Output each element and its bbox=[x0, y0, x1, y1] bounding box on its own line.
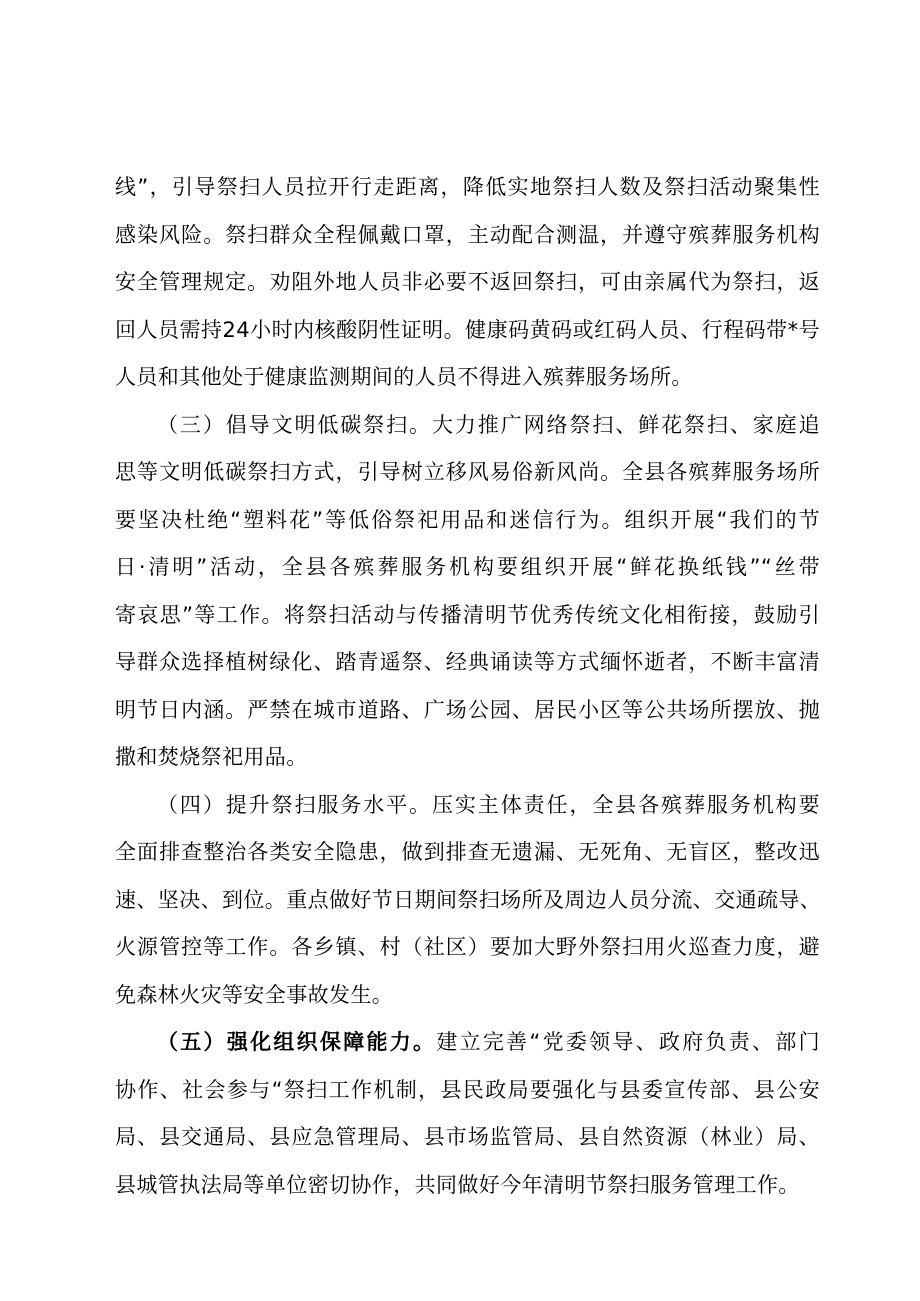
p2-line-4: 日·清明”活动，全县各殡葬服务机构要组织开展“鲜花换纸钱”“丝带 bbox=[115, 555, 820, 579]
p2-line-2: 思等文明低碳祭扫方式，引导树立移风易俗新风尚。全县各殡葬服务场所 bbox=[115, 460, 820, 484]
p4-heading: （五）强化组织保障能力。 bbox=[157, 1030, 437, 1054]
p1-line-2: 感染风险。祭扫群众全程佩戴口罩，主动配合测温，并遵守殡葬服务机构 bbox=[115, 223, 820, 247]
p1-line-4: 回人员需持24小时内核酸阴性证明。健康码黄码或红码人员、行程码带*号 bbox=[115, 318, 820, 342]
p2-line-1: （三）倡导文明低碳祭扫。大力推广网络祭扫、鲜花祭扫、家庭追 bbox=[157, 413, 820, 437]
p3-line-4: 火源管控等工作。各乡镇、村（社区）要加大野外祭扫用火巡查力度，避 bbox=[115, 935, 820, 959]
p2-line-7: 明节日内涵。严禁在城市道路、广场公园、居民小区等公共场所摆放、抛 bbox=[115, 698, 820, 722]
p3-line-5: 免森林火灾等安全事故发生。 bbox=[115, 983, 394, 1007]
p3-line-3: 速、坚决、到位。重点做好节日期间祭扫场所及周边人员分流、交通疏导、 bbox=[115, 888, 822, 912]
p1-line-3: 安全管理规定。劝阻外地人员非必要不返回祭扫，可由亲属代为祭扫，返 bbox=[115, 270, 820, 294]
p4-line-4: 县城管执法局等单位密切协作，共同做好今年清明节祭扫服务管理工作。 bbox=[115, 1173, 800, 1197]
p3-line-1: （四）提升祭扫服务水平。压实主体责任，全县各殡葬服务机构要 bbox=[157, 793, 820, 817]
p1-line-5: 人员和其他处于健康监测期间的人员不得进入殡葬服务场所。 bbox=[115, 365, 693, 389]
p2-line-8: 撒和焚烧祭祀用品。 bbox=[115, 745, 308, 769]
p1-line-1: 线”，引导祭扫人员拉开行走距离，降低实地祭扫人数及祭扫活动聚集性 bbox=[115, 175, 820, 199]
p4-line-1 bbox=[157, 1022, 820, 1062]
p4-line-3: 局、县交通局、县应急管理局、县市场监管局、县自然资源（林业）局、 bbox=[115, 1125, 820, 1149]
p2-line-3: 要坚决杜绝“塑料花”等低俗祭祀用品和迷信行为。组织开展“我们的节 bbox=[115, 508, 820, 532]
p2-line-6: 导群众选择植树绿化、踏青遥祭、经典诵读等方式缅怀逝者，不断丰富清 bbox=[115, 650, 820, 674]
p3-line-2: 全面排查整治各类安全隐患，做到排查无遗漏、无死角、无盲区，整改迅 bbox=[115, 840, 820, 864]
p4-line-2: 协作、社会参与“祭扫工作机制，县民政局要强化与县委宣传部、县公安 bbox=[115, 1078, 820, 1102]
p4-first-line-rest: 建立完善“党委领导、政府负责、部门 bbox=[436, 1030, 820, 1054]
p2-line-5: 寄哀思”等工作。将祭扫活动与传播清明节优秀传统文化相衔接，鼓励引 bbox=[115, 603, 820, 627]
